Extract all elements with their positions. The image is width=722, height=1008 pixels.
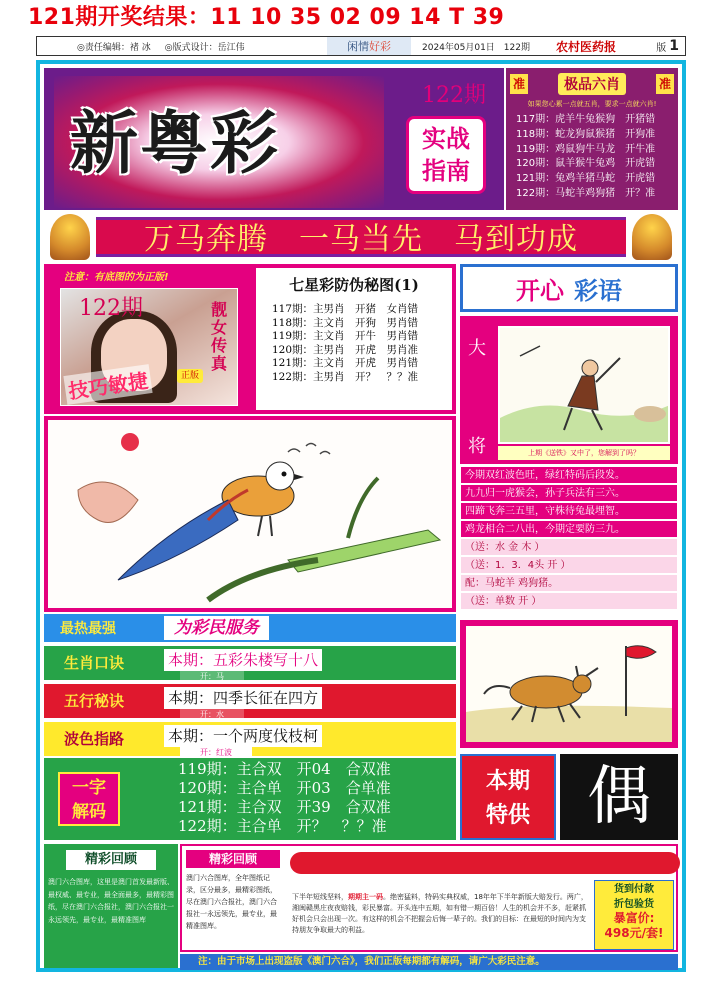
list-item: 121期：兔鸡羊猪马蛇 开虎错 (516, 173, 656, 185)
paper-name: 农村医药报 (555, 39, 616, 54)
logo: 新粤彩 (70, 104, 281, 184)
review-left-title: 精彩回顾 (66, 850, 156, 870)
zodiac-tips-kai: 开：马 (180, 671, 244, 682)
review-pill (290, 852, 680, 874)
list-item: 120期：主合单 开03 合单准 (178, 779, 391, 797)
guide-line-2: 指南 (422, 157, 470, 185)
cod-line-3: 暴富价: (613, 911, 655, 925)
list-item: 今期双红波色旺，绿红特码后段发。 (460, 466, 678, 484)
photo-badge: 正版 (177, 369, 203, 383)
photo-section (44, 264, 456, 414)
decode-box (44, 758, 456, 840)
list-item: 配：马蛇羊 鸡狗猪。 (460, 574, 678, 592)
six-zodiac-title: 极品六肖 (558, 73, 626, 95)
buddha-icon (632, 214, 672, 260)
seven-star-box (256, 268, 452, 410)
body-part-1: 下半年短线坚料， (292, 893, 348, 901)
leisure-tag (327, 37, 411, 55)
cod-box (594, 880, 674, 950)
zodiac-tips-value: 本期：五彩朱楼写十八 (164, 649, 322, 671)
body-part-2: 。绝密猛料，特码实典权威，18年年下半年新版大赔发行。两广，湘闽赣黑庄夜夜赔钱，彩民暴富。开头连中五期，如有错一期百倍！人生的机会并不多，赶紧抓好机会只会出现一次。有这样的机会不把握会后悔一辈子的。我们的目标：在最短的时间内为支持朋友争取最大的利益。 (292, 893, 588, 934)
general-panel (460, 316, 678, 464)
wave-kai: 开：红波 (180, 747, 252, 758)
list-item: 122期：马蛇羊鸡狗猪 开？准 (516, 187, 656, 199)
list-item: 122期：主男肖 开？ ？？准 (272, 370, 419, 383)
six-zodiac-box (506, 68, 678, 210)
six-zodiac-head (510, 72, 674, 96)
general-illustration (498, 326, 670, 444)
issue-date: 2024年05月01日 122期 (422, 42, 530, 53)
list-item: （送：单数 开 ） (460, 592, 678, 610)
five-elements-value: 本期：四季长征在四方 (164, 687, 322, 709)
review-left (44, 844, 178, 968)
decode-label (58, 772, 120, 826)
zodiac-tips-label: 生肖口诀 (64, 654, 125, 672)
list-item: 120期：鼠羊猴牛兔鸡 开虎错 (516, 158, 656, 170)
guide-line-1: 实战 (422, 125, 470, 153)
five-elements-label: 五行秘诀 (64, 692, 125, 710)
cod-line-4: 498元/套! (604, 926, 664, 940)
review-left-text: 澳门六合图库，这里是澳门首发最新版、最权威、最专业，最全面最多，最精彩图纸，尽在澳门六合报社，澳门六合报社一永远领先，最专业，最精准图库 (48, 878, 174, 924)
credits (37, 40, 327, 53)
general-char-top: 大 (468, 338, 486, 359)
wave-row (44, 722, 456, 756)
leisure-a: 闲情 (347, 40, 369, 53)
review-right-tag: 精彩回顾 (186, 850, 280, 868)
wave-value: 本期：一个两度伐枝柯 (164, 725, 322, 747)
list-item: 118期：主文肖 开狗 男肖错 (272, 316, 419, 329)
editor-credit: ◎责任编辑：褚 冰 (77, 42, 151, 53)
six-zodiac-slogan: 如果您心累一点就五肖，要求一点就六肖! (527, 100, 657, 108)
warrior-illustration (500, 328, 670, 444)
hottest-right: 为彩民服务 (164, 616, 269, 640)
list-item: 九九归一虎猴会，孙子兵法有三六。 (460, 484, 678, 502)
zodiac-tips-row (44, 646, 456, 680)
photo-issue: 122期 (79, 296, 143, 321)
masthead (36, 36, 686, 56)
version-number: 1 (669, 38, 679, 54)
verse-list (460, 466, 678, 610)
designer-credit: ◎版式设计：岳江伟 (164, 42, 245, 53)
decode-label-1: 一字 (72, 778, 106, 798)
hottest-bar (44, 614, 456, 642)
result-header: 121期开奖结果：11 10 35 02 09 14 T 39 (0, 0, 722, 36)
review-right (180, 844, 678, 952)
cod-line-1: 货到付款 (614, 884, 654, 895)
special-line-1: 本期 (485, 768, 530, 794)
bird-drawing (44, 416, 456, 612)
page-version (631, 38, 685, 54)
list-item: 117期：主男肖 开猪 女肖错 (272, 303, 419, 315)
five-elements-row (44, 684, 456, 718)
girl-photo (60, 288, 238, 406)
header-issue: 122期 (422, 83, 486, 108)
special-label (460, 754, 556, 840)
happy-part-b: 彩语 (574, 275, 622, 305)
decode-label-2: 解码 (72, 802, 106, 822)
decode-rows (178, 760, 391, 836)
zhun-left: 准 (510, 74, 528, 94)
list-item: 122期：主合单 开？ ？？准 (178, 817, 387, 835)
photo-vertical-title: 靓女传真 (211, 300, 228, 373)
bull-panel (460, 620, 678, 748)
five-elements-kai: 开：水 (180, 709, 244, 720)
wave-label: 波色指路 (64, 730, 125, 748)
body-highlight: 期期主一码 (348, 893, 383, 901)
general-char-bottom: 将 (468, 436, 486, 457)
review-right-side: 澳门六合图库，全年图纸记录，区分最多，最精彩图纸，尽在澳门六合报社，澳门六合报社一永远领先，最专业，最精准图库。 (186, 874, 277, 930)
happy-words-title (460, 264, 678, 312)
version-label: 版 (656, 42, 667, 54)
list-item: 118期：蛇龙狗鼠猴猪 开狗准 (516, 128, 656, 140)
seven-star-title: 七星彩防伪秘图(1) (289, 276, 419, 294)
list-item: （送：1．3．4头 开 ） (460, 556, 678, 574)
bird-canvas (48, 420, 452, 608)
bird-illustration (48, 420, 452, 608)
happy-part-a: 开心 (516, 275, 564, 305)
special-big-char: 偶 (560, 754, 678, 840)
bull-canvas (466, 626, 672, 742)
review-right-body (292, 892, 590, 936)
special-box (460, 754, 678, 840)
list-item: 119期：鸡鼠狗牛马龙 开牛准 (516, 143, 656, 155)
leisure-b: 好彩 (369, 40, 391, 53)
cod-line-2: 折包验货 (614, 899, 654, 910)
banner-text: 万马奔腾 一马当先 马到功成 (96, 217, 626, 257)
special-line-2: 特供 (485, 802, 530, 828)
photo-skill: 技巧敏捷 (63, 364, 152, 405)
buddha-icon (50, 214, 90, 260)
zhun-right: 准 (656, 74, 674, 94)
notice-text: 注意：有底图的为正版! (64, 272, 169, 283)
list-item: 121期：主文肖 开虎 男肖错 (272, 357, 419, 369)
list-item: （送：水 金 木 ） (460, 538, 678, 556)
list-item: 鸡龙相合二八出，今期定要防三九。 (460, 520, 678, 538)
list-item: 117期：虎羊牛兔猴狗 开猪错 (516, 114, 656, 125)
bull-illustration (466, 626, 672, 742)
list-item: 121期：主合双 开39 合双准 (178, 798, 391, 816)
newspaper-frame (36, 60, 686, 972)
guide-badge (406, 116, 486, 194)
list-item: 119期：主文肖 开牛 男肖错 (272, 330, 419, 342)
hottest-left: 最热最强 (60, 621, 116, 637)
footer-notice: 注：由于市场上出现盗版《澳门六合》，我们正版每期都有解码，请广大彩民注意。 (180, 954, 678, 970)
list-item: 119期：主合双 开04 合双准 (178, 760, 391, 778)
list-item: 四蹄飞奔三五里，守株待兔最埋智。 (460, 502, 678, 520)
list-item: 120期：主男肖 开虎 男肖准 (272, 343, 419, 356)
general-caption: 上期《送铁》又中了，您解到了吗？ (498, 446, 670, 460)
slogan-banner (44, 212, 678, 262)
header (44, 68, 504, 210)
